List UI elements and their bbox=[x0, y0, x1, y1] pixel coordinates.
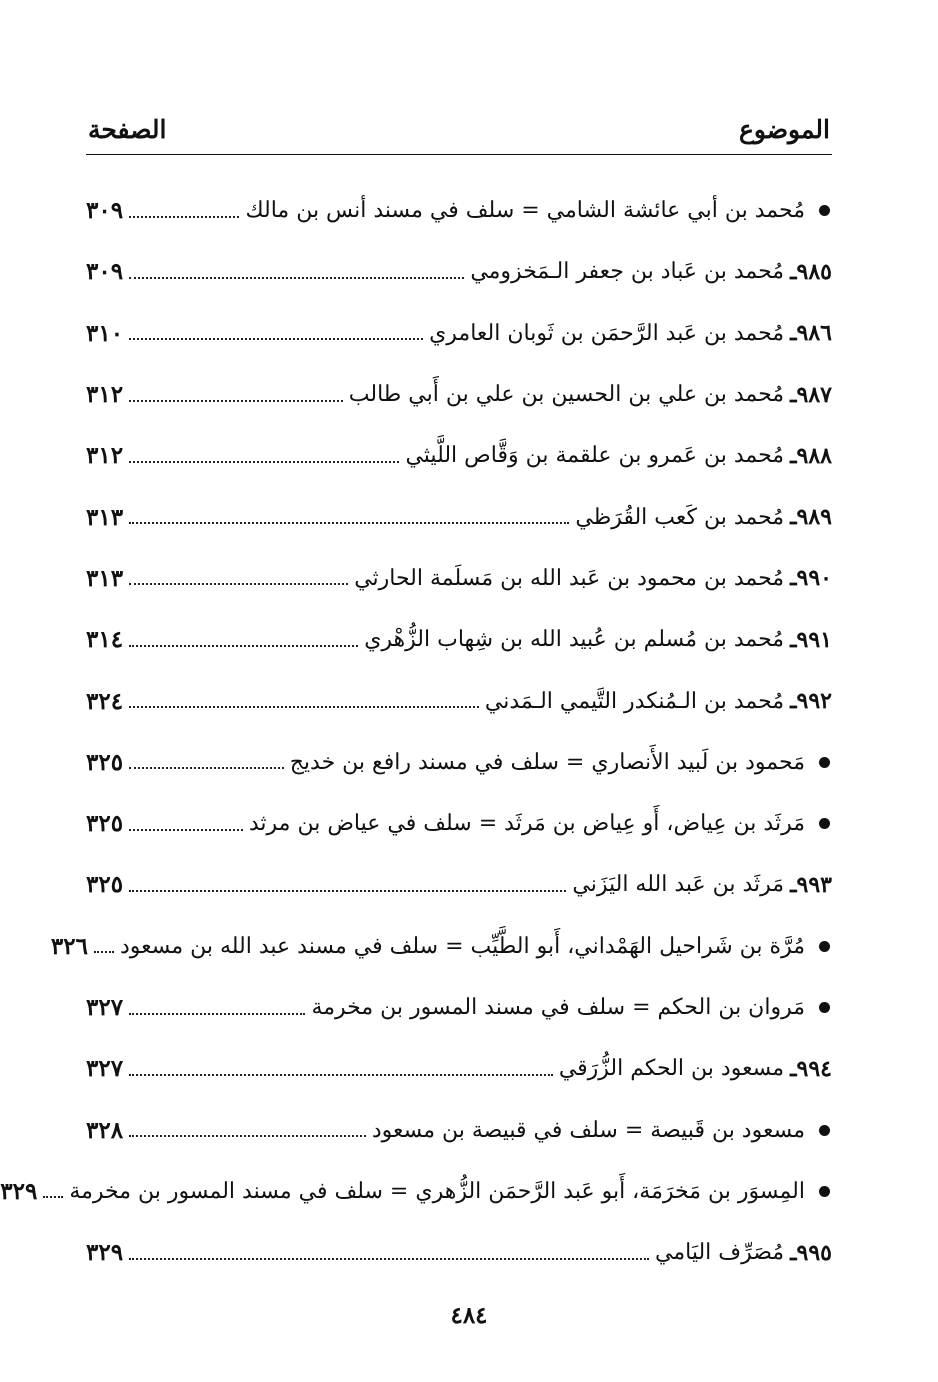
entry-page-number: ٣١٣ bbox=[86, 503, 124, 531]
toc-entry bbox=[86, 609, 832, 670]
entry-number: ٩٨٩ـ bbox=[790, 504, 832, 531]
entry-number: ٩٩٠ـ bbox=[790, 565, 832, 592]
dot-leader bbox=[129, 522, 569, 524]
dot-leader bbox=[129, 645, 358, 647]
entry-title: مُحمد بن محمود بن عَبد الله بن مَسلَمة الحارثي bbox=[354, 565, 785, 591]
page-number: ٤٨٤ bbox=[450, 1302, 488, 1329]
dot-leader bbox=[129, 1135, 366, 1137]
dot-leader bbox=[129, 400, 343, 402]
entry-page-number: ٣٢٦ bbox=[50, 932, 88, 960]
entry-title: مَرثَد بن عَبد الله اليَزَني bbox=[572, 872, 785, 898]
bullet-icon bbox=[819, 1002, 830, 1013]
toc-header bbox=[88, 108, 830, 144]
entry-title: مُحمد بن عَمرو بن علقمة بن وَقَّاص اللَّيثي bbox=[405, 443, 785, 469]
entry-number: ٩٨٧ـ bbox=[790, 381, 832, 408]
entry-number: ٩٨٦ـ bbox=[790, 320, 832, 347]
toc-entries bbox=[0, 180, 832, 1283]
entry-page-number: ٣٠٩ bbox=[86, 197, 124, 225]
toc-entry bbox=[86, 732, 832, 793]
toc-entry bbox=[86, 241, 832, 302]
entry-page-number: ٣١٤ bbox=[86, 626, 124, 654]
entry-page-number: ٣٢٩ bbox=[0, 1177, 38, 1205]
toc-entry bbox=[86, 303, 832, 364]
dot-leader bbox=[129, 706, 479, 708]
toc-entry bbox=[86, 793, 832, 854]
entry-page-number: ٣٢٩ bbox=[86, 1239, 124, 1267]
entry-title: المِسوَر بن مَخرَمَة، أَبو عَبد الرَّحمَن الزُّهري = سلف في مسند المسور بن مخرمة bbox=[69, 1178, 805, 1204]
topic-column-label: الموضوع bbox=[739, 115, 830, 144]
entry-title: مسعود بن قَبيصة = سلف في قبيصة بن مسعود bbox=[371, 1117, 805, 1143]
entry-page-number: ٣٢٥ bbox=[86, 810, 124, 838]
dot-leader bbox=[129, 461, 399, 463]
entry-title: مُحمد بن مُسلم بن عُبيد الله بن شِهاب الزُّهْري bbox=[364, 627, 785, 653]
dot-leader bbox=[129, 277, 464, 279]
toc-entry bbox=[0, 1161, 832, 1222]
entry-page-number: ٣٢٤ bbox=[86, 687, 124, 715]
toc-entry bbox=[86, 1099, 832, 1160]
toc-entry bbox=[86, 854, 832, 915]
entry-number: ٩٩٥ـ bbox=[790, 1239, 832, 1266]
entry-page-number: ٣٢٥ bbox=[86, 871, 124, 899]
entry-title: مَروان بن الحكم = سلف في مسند المسور بن مخرمة bbox=[311, 995, 805, 1020]
entry-title: مُصَرِّف اليَامي bbox=[655, 1240, 785, 1266]
toc-entry bbox=[86, 425, 832, 486]
toc-entry bbox=[86, 670, 832, 731]
toc-entry bbox=[86, 486, 832, 547]
dot-leader bbox=[94, 951, 114, 953]
entry-number: ٩٩١ـ bbox=[790, 626, 832, 653]
entry-title: مُحمد بن الـمُنكدر التَّيمي الـمَدني bbox=[484, 688, 785, 714]
toc-entry bbox=[86, 180, 832, 241]
bullet-icon bbox=[819, 757, 830, 768]
dot-leader bbox=[129, 1074, 553, 1076]
entry-page-number: ٣٢٧ bbox=[86, 994, 124, 1021]
entry-page-number: ٣١٢ bbox=[86, 381, 124, 409]
entry-number: ٩٩٢ـ bbox=[790, 688, 832, 715]
toc-entry bbox=[86, 1222, 832, 1283]
bullet-icon bbox=[819, 818, 830, 829]
entry-number: ٩٩٣ـ bbox=[790, 871, 832, 898]
toc-entry bbox=[86, 977, 832, 1038]
page-column-label: الصفحة bbox=[88, 115, 167, 144]
dot-leader bbox=[129, 583, 348, 585]
dot-leader bbox=[129, 1258, 649, 1260]
entry-number: ٩٨٥ـ bbox=[790, 258, 832, 285]
entry-page-number: ٣٠٩ bbox=[86, 258, 124, 286]
bullet-icon bbox=[819, 941, 830, 952]
dot-leader bbox=[129, 829, 243, 831]
entry-title: مُرَّة بن شَراحيل الهَمْداني، أَبو الطَّيِّب = سلف في مسند عبد الله بن مسعود bbox=[119, 933, 805, 959]
dot-leader bbox=[43, 1196, 63, 1198]
entry-page-number: ٣١٠ bbox=[86, 319, 124, 347]
entry-title: مسعود بن الحكم الزُّرَقي bbox=[558, 1056, 785, 1082]
entry-title: مُحمد بن علي بن الحسين بن علي بن أَبي طالب bbox=[348, 382, 785, 408]
entry-title: مَحمود بن لَبيد الأَنصاري = سلف في مسند رافع بن خديج bbox=[289, 749, 805, 775]
entry-title: مَرثَد بن عِياض، أَو عِياض بن مَرثَد = سلف في عياض بن مرثد bbox=[248, 811, 805, 837]
dot-leader bbox=[129, 767, 284, 769]
entry-page-number: ٣١٢ bbox=[86, 442, 124, 470]
entry-page-number: ٣١٣ bbox=[86, 564, 124, 592]
toc-entry bbox=[86, 1038, 832, 1099]
toc-entry bbox=[50, 916, 832, 977]
entry-number: ٩٨٨ـ bbox=[790, 442, 832, 469]
toc-entry bbox=[86, 548, 832, 609]
entry-title: مُحمد بن أبي عائشة الشامي = سلف في مسند أنس بن مالك bbox=[245, 198, 805, 224]
dot-leader bbox=[129, 1013, 305, 1015]
dot-leader bbox=[129, 338, 423, 340]
dot-leader bbox=[129, 216, 239, 218]
entry-title: مُحمد بن كَعب القُرَظي bbox=[575, 504, 785, 530]
toc-entry bbox=[86, 364, 832, 425]
bullet-icon bbox=[819, 1186, 830, 1197]
dot-leader bbox=[129, 890, 566, 892]
entry-page-number: ٣٢٧ bbox=[86, 1055, 124, 1083]
entry-title: مُحمد بن عَبد الرَّحمَن بن ثَوبان العامري bbox=[429, 320, 785, 346]
entry-title: مُحمد بن عَباد بن جعفر الـمَخزومي bbox=[470, 259, 785, 285]
bullet-icon bbox=[819, 1125, 830, 1136]
entry-page-number: ٣٢٨ bbox=[86, 1116, 124, 1144]
entry-number: ٩٩٤ـ bbox=[790, 1055, 832, 1082]
entry-page-number: ٣٢٥ bbox=[86, 748, 124, 776]
header-divider bbox=[86, 154, 832, 155]
bullet-icon bbox=[819, 205, 830, 216]
